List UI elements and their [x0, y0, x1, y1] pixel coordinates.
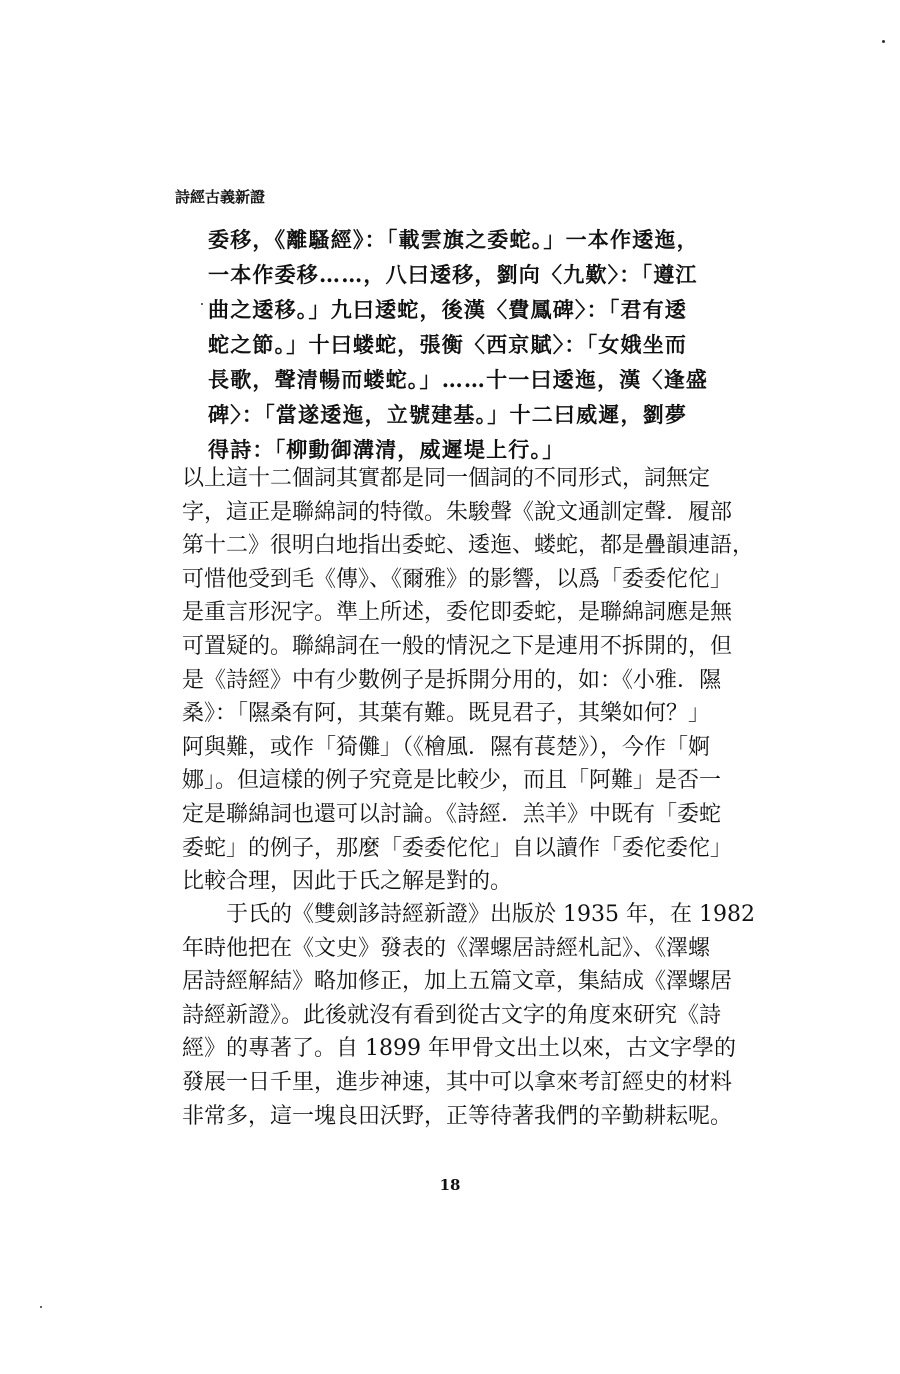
- text-line: 居詩經解結》略加修正，加上五篇文章，集結成《澤螺居: [182, 969, 733, 995]
- body-paragraph-1: [182, 462, 762, 899]
- body-paragraph-2: [182, 898, 762, 1133]
- text-line: 字，這正是聯綿詞的特徵。朱駿聲《說文通訓定聲．履部: [182, 499, 733, 525]
- page-number: 18: [439, 1176, 461, 1194]
- text-line: 桑》：「隰桑有阿，其葉有難。既見君子，其樂如何？」: [182, 701, 711, 727]
- text-line: 是《詩經》中有少數例子是拆開分用的，如：《小雅．隰: [182, 667, 722, 693]
- quote-line: 委移，《離騷經》：「載雲旗之委蛇。」一本作逶迤，: [208, 227, 699, 252]
- text-line: 可惜他受到毛《傳》、《爾雅》的影響，以爲「委委佗佗」: [182, 566, 733, 592]
- text-line: 詩經新證》。此後就沒有看到從古文字的角度來研究《詩: [182, 1002, 722, 1028]
- text-line: 以上這十二個詞其實都是同一個詞的不同形式，詞無定: [182, 466, 711, 491]
- quote-line: 得詩：「柳動御溝清，威遲堤上行。」: [208, 437, 565, 462]
- scan-speck: [882, 40, 885, 43]
- running-head: 詩經古義新證: [175, 188, 266, 206]
- text-line: 阿與難，或作「猗儺」（《檜風．隰有萇楚》），今作「婀: [182, 734, 711, 760]
- scan-speck: [201, 303, 203, 305]
- quote-line: 碑〉：「當遂逶迤，立號建基。」十二曰威遲，劉夢: [208, 402, 688, 427]
- quote-line: 曲之逶移。」九曰逶蛇，後漢〈費鳳碑〉：「君有逶: [208, 297, 688, 322]
- text-line: 發展一日千里，進步神速，其中可以拿來考訂經史的材料: [182, 1069, 733, 1095]
- text-line: 可置疑的。聯綿詞在一般的情況之下是連用不拆開的，但: [182, 633, 733, 659]
- text-line: 第十二》很明白地指出委蛇、逶迤、蝼蛇，都是疊韻連語，: [182, 533, 755, 559]
- text-line: 經》的專著了。自 1899 年甲骨文出土以來，古文字學的: [182, 1036, 736, 1062]
- quote-line: 長歌，聲清暢而蝼蛇。」……十一曰逶迤，漢〈逢盛: [208, 367, 709, 392]
- text-line: 委蛇」的例子，那麼「委委佗佗」自以讀作「委佗委佗」: [182, 835, 733, 861]
- text-line: 年時他把在《文史》發表的《澤螺居詩經札記》、《澤螺: [182, 935, 711, 961]
- quote-line: 蛇之節。」十曰蝼蛇，張衡〈西京賦〉：「女娥坐而: [208, 332, 688, 357]
- text-line: 非常多，這一塊良田沃野，正等待著我們的辛勤耕耘呢。: [182, 1103, 733, 1129]
- text-line: 是重言形況字。準上所述，委佗即委蛇，是聯綿詞應是無: [182, 600, 733, 626]
- text-line: 定是聯綿詞也還可以討論。《詩經．羔羊》中既有「委蛇: [182, 801, 722, 827]
- text-line: 比較合理，因此于氏之解是對的。: [182, 869, 513, 895]
- scan-speck: [40, 1306, 42, 1308]
- text-line: 于氏的《雙劍誃詩經新證》出版於 1935 年，在 1982: [182, 902, 755, 927]
- block-quote: [208, 222, 753, 467]
- text-line: 娜」。但這樣的例子究竟是比較少，而且「阿難」是否一: [182, 768, 722, 794]
- quote-line: 一本作委移……，八曰逶移，劉向〈九歎〉：「遵江: [208, 262, 698, 287]
